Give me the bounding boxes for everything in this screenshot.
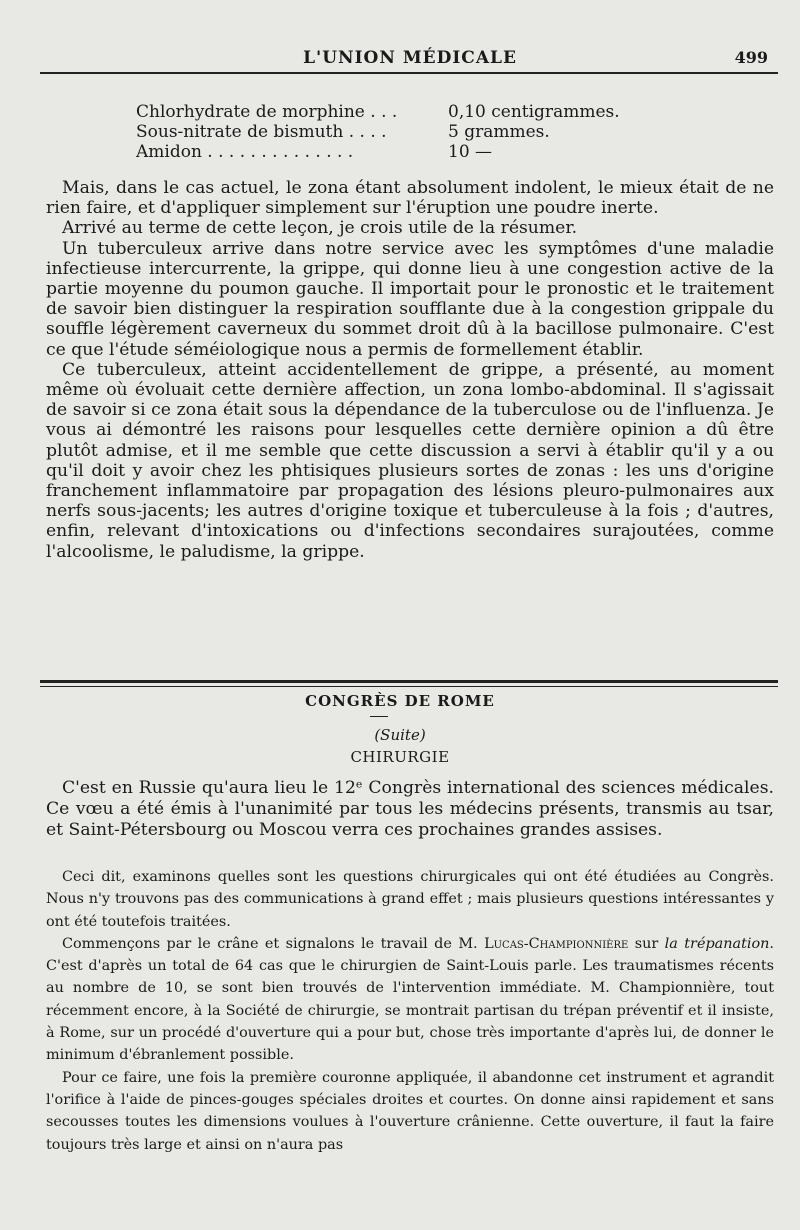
prescription-row bbox=[136, 142, 656, 162]
text-run: . C'est d'après un total de 64 cas que le chirurgien de Saint-Louis parle. Les traumatismes récents au nombre de 10, se sont bien trouvés de l'intervention immédiate. M. Championnière, tout récemment encore, à la Société de chirurgie, se montrait partisan du trépan préventif et il insiste, à Rome, sur un procédé d'ouverture qui a pour but, chose très importante d'après lui, de donner le minimum d'ébranlement possible. bbox=[46, 935, 774, 1064]
page-number: 499 bbox=[734, 48, 768, 67]
congress-intro bbox=[46, 778, 774, 841]
paragraph: C'est en Russie qu'aura lieu le 12ᵉ Congrès international des sciences médicales. Ce vœu a été émis à l'unanimité par tous les médecins présents, transmis au tsar, et Saint-Pétersbourg ou Moscou verra ces prochaines grandes assises. bbox=[46, 778, 774, 840]
page-header bbox=[46, 42, 774, 72]
prescription-row bbox=[136, 122, 656, 142]
ingredient-name: Chlorhydrate de morphine . . . bbox=[136, 102, 398, 122]
congress-text bbox=[46, 866, 774, 1156]
ingredient-dose: 0,10 centigrammes. bbox=[448, 102, 620, 122]
paragraph: Arrivé au terme de cette leçon, je crois utile de la résumer. bbox=[62, 218, 578, 239]
prescription-block bbox=[136, 102, 656, 162]
paragraph: Ceci dit, examinons quelles sont les questions chirurgicales qui ont été étudiées au Congrès. Nous n'y trouvons pas des communications à grand effet ; mais plusieurs questions intéressantes y ont été toutefois traitées. bbox=[46, 869, 774, 930]
running-title: L'UNION MÉDICALE bbox=[303, 48, 517, 68]
author-name: Lucas-Championnière bbox=[484, 935, 629, 952]
ingredient-dose: 5 grammes. bbox=[448, 122, 550, 142]
text-run: Commençons par le crâne et signalons le travail de M. bbox=[62, 935, 485, 952]
paragraph: Un tuberculeux arrive dans notre service avec les symptômes d'une maladie infectieuse intercurrente, la grippe, qui donne lieu à une congestion active de la partie moyenne du poumon gauche. Il importait pour le pronostic et le traitement de savoir bien distinguer la respiration soufflante due à la congestion grippale du souffle légèrement caverneux du sommet droit dû à la bacillose pulmonaire. C'est ce que l'étude séméiologique nous a permis de formellement établir. bbox=[46, 238, 774, 360]
ingredient-name: Amidon . . . . . . . . . . . . . . bbox=[136, 142, 354, 162]
ingredient-dose: 10 — bbox=[448, 142, 493, 162]
header-rule bbox=[40, 72, 778, 74]
paragraph: Ce tuberculeux, atteint accidentellement de grippe, a présenté, au moment même où évoluait cette dernière affection, un zona lombo-abdominal. Il s'agissait de savoir si ce zona était sous la dépendance de la tuberculose ou de l'influenza. Je vous ai démontré les raisons pour lesquelles cette dernière opinion a dû être plutôt admise, et il me semble que cette discussion a servi à établir qu'il y a ou qu'il doit y avoir chez les phtisiques plusieurs sortes de zonas : les uns d'origine franchement inflammatoire par propagation des lésions pleuro-pulmonaires aux nerfs sous-jacents; les autres d'origine toxique et tuberculeuse à la fois ; d'autres, enfin, relevant d'intoxications ou d'infections secondaires surajoutées, comme l'alcoolisme, le paludisme, la grippe. bbox=[46, 359, 774, 562]
paragraph bbox=[46, 933, 774, 1067]
ingredient-name: Sous-nitrate de bismuth . . . . bbox=[136, 122, 387, 142]
section-title: CONGRÈS DE ROME bbox=[305, 692, 495, 710]
topic-title: la trépanation bbox=[664, 935, 770, 952]
prescription-row bbox=[136, 102, 656, 122]
paragraph: Mais, dans le cas actuel, le zona étant absolument indolent, le mieux était de ne rien faire, et d'appliquer simplement sur l'éruption une poudre inerte. bbox=[46, 178, 774, 219]
text-run: sur bbox=[628, 935, 665, 952]
lecture-text bbox=[46, 178, 774, 562]
paragraph: Pour ce faire, une fois la première couronne appliquée, il abandonne cet instrument et agrandit l'orifice à l'aide de pinces-gouges spéciales droites et courtes. On donne ainsi rapidement et sans secousses toutes les dimensions voulues à l'ouverture crânienne. Cette ouverture, il faut la faire toujours très large et ainsi on n'aura pas bbox=[46, 1069, 774, 1153]
section-divider-thin bbox=[40, 686, 778, 687]
section-divider bbox=[40, 680, 778, 683]
subsection-title: CHIRURGIE bbox=[350, 748, 450, 766]
section-continuation: (Suite) bbox=[374, 726, 426, 744]
title-dash bbox=[370, 716, 388, 717]
